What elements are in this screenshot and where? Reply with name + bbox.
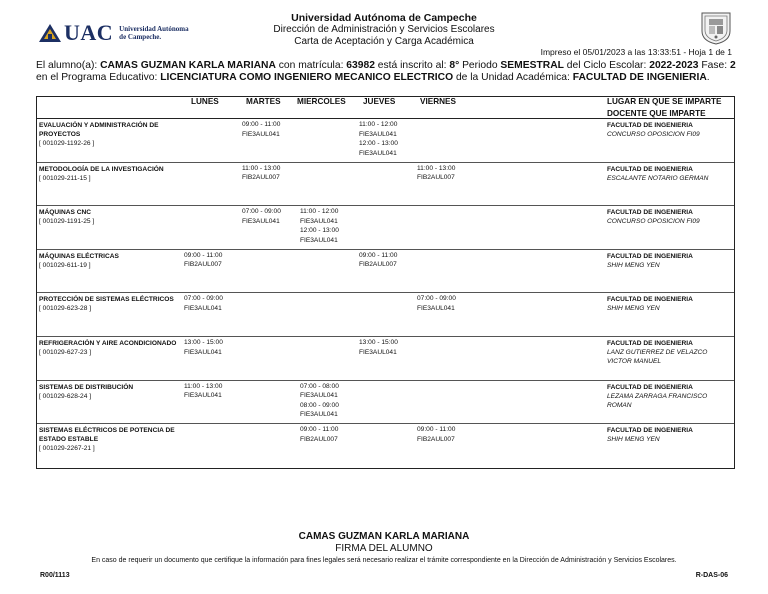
logo-name-line2: de Campeche. — [119, 33, 162, 41]
place-faculty: FACULTAD DE INGENIERIA — [607, 427, 693, 435]
text-unidad: de la Unidad Académica: — [453, 72, 573, 83]
university-title: Universidad Autónoma de Campeche — [291, 12, 477, 24]
place-faculty: FACULTAD DE INGENIERIA — [607, 252, 693, 260]
place-faculty: FACULTAD DE INGENIERIA — [607, 165, 693, 173]
slot-miercoles — [300, 207, 339, 245]
schedule-row — [37, 426, 734, 470]
slot-martes — [242, 120, 280, 139]
place-cell — [607, 121, 733, 139]
place-cell — [607, 383, 733, 410]
signature-label: FIRMA DEL ALUMNO — [335, 543, 433, 554]
subject-code: [ 001029-623-28 ] — [39, 305, 92, 313]
text-fase: Fase: — [698, 60, 730, 71]
col-header-martes: MARTES — [246, 97, 281, 106]
slot-time: 09:00 - 11:00 — [242, 121, 281, 128]
legal-notice: En caso de requerir un documento que certifique la información para fines legales será necesario realizar el trámite correspondiente en la Dirección de Administración y Servicios Escolares. — [91, 557, 677, 564]
teacher-name: CONCURSO OPOSICION FI09 — [607, 218, 700, 226]
slot-room: FIE3AUL041 — [184, 304, 222, 312]
text-periodo: Periodo — [459, 60, 501, 71]
subject-name: METODOLOGÍA DE LA INVESTIGACIÓN — [39, 165, 164, 173]
subject-code: [ 001029-1192-26 ] — [39, 140, 95, 147]
schedule-row — [37, 252, 734, 296]
footer-code-right: R-DAS-06 — [695, 572, 728, 579]
place-faculty: FACULTAD DE INGENIERIA — [607, 296, 693, 304]
col-header-docente: DOCENTE QUE IMPARTE — [607, 109, 706, 118]
slot-time: 09:00 - 11:00 — [300, 426, 339, 434]
slot-time: 11:00 - 13:00 — [417, 164, 456, 172]
subject-name: PROTECCIÓN DE SISTEMAS ELÉCTRICOS — [39, 296, 174, 304]
subject-cell — [39, 339, 189, 357]
place-cell — [607, 252, 733, 270]
col-header-miercoles: MIERCOLES — [297, 97, 346, 106]
student-info — [36, 60, 736, 84]
schedule-row — [37, 339, 734, 383]
subject-name: SISTEMAS ELÉCTRICOS DE POTENCIA DE ESTADO ESTABLE — [39, 427, 175, 444]
slot-time: 12:00 - 13:00 — [359, 140, 398, 148]
subject-code: [ 001029-2267-21 ] — [39, 445, 95, 453]
slot-time: 11:00 - 12:00 — [359, 121, 398, 128]
place-faculty: FACULTAD DE INGENIERIA — [607, 340, 693, 347]
teacher-name: ESCALANTE NOTARIO GERMAN — [607, 174, 709, 182]
slot-time: 07:00 - 09:00 — [184, 295, 223, 303]
col-header-viernes: VIERNES — [420, 97, 456, 106]
slot-room: FIE3AUL041 — [300, 392, 338, 400]
slot-miercoles — [300, 382, 339, 420]
place-faculty: FACULTAD DE INGENIERIA — [607, 209, 693, 217]
student-id: 63982 — [346, 60, 375, 71]
slot-room: FIE3AUL041 — [300, 236, 338, 244]
subject-code: [ 001029-628-24 ] — [39, 392, 92, 400]
slot-time: 11:00 - 13:00 — [242, 164, 281, 172]
period-number: 8° — [449, 60, 460, 71]
school-cycle: 2022-2023 — [649, 60, 699, 71]
text-inscrito: está inscrito al: — [374, 60, 450, 71]
schedule-row — [37, 165, 734, 209]
student-name: CAMAS GUZMAN KARLA MARIANA — [100, 60, 276, 71]
subject-code: [ 001029-1191-25 ] — [39, 218, 95, 226]
subject-cell — [39, 208, 189, 226]
phase-number: 2 — [729, 60, 736, 71]
slot-martes — [242, 207, 281, 226]
slot-time: 13:00 - 15:00 — [184, 339, 223, 346]
schedule-row — [37, 121, 734, 165]
slot-room: FIB2AUL007 — [242, 174, 280, 182]
slot-room: FIB2AUL007 — [417, 435, 455, 443]
slot-time: 09:00 - 11:00 — [417, 426, 456, 434]
teacher-name: LEZAMA ZARRAGA FRANCISCO ROMAN — [607, 392, 708, 409]
header-divider — [37, 118, 734, 119]
slot-room: FIE3AUL041 — [359, 149, 397, 157]
slot-jueves — [359, 338, 398, 357]
slot-room: FIE3AUL041 — [359, 348, 397, 356]
row-divider — [37, 380, 734, 381]
period-type: SEMESTRAL — [500, 60, 564, 71]
program-name: LICENCIATURA COMO INGENIERO MECANICO ELECTRICO — [160, 72, 454, 83]
teacher-name: SHIH MENG YEN — [607, 305, 660, 313]
subject-cell — [39, 383, 189, 401]
slot-room: FIE3AUL041 — [359, 130, 397, 138]
row-divider — [37, 336, 734, 337]
subject-cell — [39, 426, 189, 453]
slot-room: FIE3AUL041 — [242, 217, 280, 225]
subject-cell — [39, 121, 189, 148]
subject-cell — [39, 252, 189, 270]
slot-room: FIB2AUL007 — [184, 261, 222, 269]
slot-time: 09:00 - 11:00 — [184, 251, 223, 259]
teacher-name: LANZ GUTIERREZ DE VELAZCO VICTOR MANUEL — [607, 349, 708, 365]
slot-lunes — [184, 338, 223, 357]
place-cell — [607, 165, 733, 183]
col-header-jueves: JUEVES — [363, 97, 396, 106]
slot-room: FIE3AUL041 — [184, 392, 222, 400]
row-divider — [37, 292, 734, 293]
teacher-name: CONCURSO OPOSICION FI09 — [607, 131, 700, 138]
logo-name-line1: Universidad Autónoma — [119, 25, 189, 33]
slot-viernes — [417, 164, 455, 183]
row-divider — [37, 162, 734, 163]
slot-time: 11:00 - 12:00 — [300, 208, 339, 216]
slot-time: 07:00 - 09:00 — [417, 295, 456, 303]
subject-name: MÁQUINAS ELÉCTRICAS — [39, 252, 119, 260]
slot-room: FIB2AUL007 — [417, 174, 455, 182]
place-faculty: FACULTAD DE INGENIERIA — [607, 383, 693, 391]
place-cell — [607, 295, 733, 313]
schedule-row — [37, 208, 734, 252]
subject-name: SISTEMAS DE DISTRIBUCIÓN — [39, 383, 134, 391]
slot-room: FIE3AUL041 — [300, 217, 338, 225]
slot-time: 07:00 - 08:00 — [300, 382, 339, 390]
subject-name: EVALUACIÓN Y ADMINISTRACIÓN DE PROYECTOS — [39, 122, 159, 138]
text-period-end: . — [706, 72, 710, 83]
slot-time: 07:00 - 09:00 — [242, 208, 281, 216]
text-programa: en el Programa Educativo: — [36, 72, 161, 83]
slot-room: FIB2AUL007 — [300, 435, 338, 443]
department-title: Dirección de Administración y Servicios Escolares — [273, 24, 495, 35]
slot-viernes — [417, 294, 456, 313]
col-header-lugar: LUGAR EN QUE SE IMPARTE — [607, 97, 722, 106]
text-matricula: con matrícula: — [275, 60, 347, 71]
subject-name: MÁQUINAS CNC — [39, 209, 92, 217]
slot-time: 09:00 - 11:00 — [359, 251, 398, 259]
signature-student-name: CAMAS GUZMAN KARLA MARIANA — [298, 531, 470, 542]
row-divider — [37, 249, 734, 250]
slot-room: FIE3AUL041 — [300, 411, 338, 419]
subject-code: [ 001029-611-19 ] — [39, 261, 91, 269]
row-divider — [37, 205, 734, 206]
text-alumno: El alumno(a): — [36, 60, 101, 71]
place-cell — [607, 208, 733, 226]
slot-lunes — [184, 251, 222, 270]
subject-cell — [39, 295, 189, 313]
slot-lunes — [184, 294, 223, 313]
logo-abbr: UAC — [64, 20, 114, 45]
subject-cell — [39, 165, 189, 183]
schedule-table — [36, 96, 735, 469]
document-title: Carta de Aceptación y Carga Académica — [294, 36, 474, 47]
row-divider — [37, 423, 734, 424]
slot-room: FIE3AUL041 — [242, 130, 280, 138]
slot-time: 08:00 - 09:00 — [300, 401, 339, 409]
schedule-row — [37, 295, 734, 339]
teacher-name: SHIH MENG YEN — [607, 261, 660, 269]
slot-room: FIB2AUL007 — [359, 261, 397, 269]
slot-time: 11:00 - 13:00 — [184, 382, 223, 390]
slot-time: 12:00 - 13:00 — [300, 227, 339, 235]
print-timestamp: Impreso el 05/01/2023 a las 13:33:51 - Hoja 1 de 1 — [540, 47, 732, 57]
slot-room: FIE3AUL041 — [184, 348, 222, 356]
subject-code: [ 001029-627-23 ] — [39, 349, 92, 356]
slot-lunes — [184, 382, 222, 401]
slot-viernes — [417, 425, 455, 444]
slot-jueves — [359, 120, 398, 158]
slot-room: FIE3AUL041 — [417, 304, 455, 312]
footer-code-left: R00/1113 — [40, 572, 70, 579]
text-ciclo: del Ciclo Escolar: — [563, 60, 650, 71]
place-faculty: FACULTAD DE INGENIERIA — [607, 122, 693, 129]
col-header-lunes: LUNES — [191, 97, 219, 106]
schedule-row — [37, 383, 734, 427]
slot-time: 13:00 - 15:00 — [359, 339, 398, 346]
subject-code: [ 001029-211-15 ] — [39, 174, 91, 182]
slot-martes — [242, 164, 280, 183]
place-cell — [607, 426, 733, 444]
slot-miercoles — [300, 425, 338, 444]
academic-unit: FACULTAD DE INGENIERIA — [572, 72, 707, 83]
slot-jueves — [359, 251, 397, 270]
teacher-name: SHIH MENG YEN — [607, 436, 660, 444]
subject-name: REFRIGERACIÓN Y AIRE ACONDICIONADO — [39, 340, 177, 347]
place-cell — [607, 339, 733, 366]
